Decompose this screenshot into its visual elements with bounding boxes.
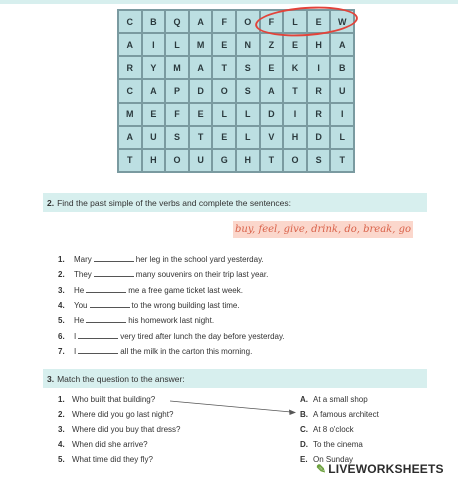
grid-cell: D (307, 126, 331, 149)
sentence-number: 2. (58, 270, 65, 280)
grid-cell: L (236, 103, 260, 126)
grid-cell: E (212, 126, 236, 149)
section-3-title: Match the question to the answer: (57, 373, 185, 384)
grid-cell: C (118, 79, 142, 102)
grid-cell: W (330, 10, 354, 33)
sentence-number: 3. (58, 285, 65, 295)
grid-cell: L (330, 126, 354, 149)
sentence-end: many souvenirs on their trip last year. (135, 270, 269, 280)
grid-cell: U (142, 126, 166, 149)
question-text: What time did they fly? (72, 455, 153, 464)
sentence-start: Mary (74, 255, 92, 264)
grid-cell: H (283, 126, 307, 149)
grid-cell: I (330, 103, 354, 126)
question-text: Who built that building? (72, 395, 156, 404)
grid-cell: S (165, 126, 189, 149)
grid-cell: A (118, 33, 142, 56)
grid-cell: S (307, 149, 331, 172)
grid-cell: T (189, 126, 213, 149)
sentence-number: 4. (58, 300, 65, 310)
grid-cell: H (307, 33, 331, 56)
answer-letter: E. (300, 455, 308, 464)
sentence-start: They (74, 270, 92, 280)
grid-cell: I (283, 103, 307, 126)
grid-cell: U (330, 79, 354, 102)
grid-cell: A (189, 10, 213, 33)
grid-cell: M (118, 103, 142, 126)
question-number: 5. (58, 455, 65, 464)
answer-text: At 8 o'clock (313, 425, 354, 434)
grid-cell: C (118, 10, 142, 33)
grid-cell: E (307, 10, 331, 33)
sentence-start: You (74, 300, 88, 310)
grid-cell: R (307, 103, 331, 126)
grid-cell: O (236, 10, 260, 33)
grid-cell: T (260, 149, 284, 172)
grid-cell: E (260, 56, 284, 79)
question-text: Where did you go last night? (72, 410, 174, 419)
question-number: 4. (58, 440, 65, 449)
question-number: 2. (58, 410, 65, 419)
grid-cell: N (236, 33, 260, 56)
grid-cell: V (260, 126, 284, 149)
grid-cell: B (330, 56, 354, 79)
answer-text: To the cinema (313, 440, 363, 449)
grid-cell: A (189, 56, 213, 79)
sentence-start: He (74, 285, 85, 295)
answer-text: On Sunday (313, 455, 354, 464)
sentence-number: 6. (58, 331, 65, 341)
grid-cell: G (212, 149, 236, 172)
question-number: 1. (58, 395, 65, 404)
grid-cell: A (330, 33, 354, 56)
grid-cell: F (165, 103, 189, 126)
section-3-number: 3. (47, 373, 55, 384)
grid-cell: I (142, 33, 166, 56)
grid-cell: L (236, 126, 260, 149)
section-2-title: Find the past simple of the verbs and complete the sentences: (57, 197, 291, 208)
grid-cell: Y (142, 56, 166, 79)
sentence-start: I (74, 346, 77, 356)
grid-cell: M (165, 56, 189, 79)
answer-letter: B. (300, 410, 308, 419)
grid-cell: O (212, 79, 236, 102)
grid-cell: D (189, 79, 213, 102)
sentence-number: 1. (58, 255, 65, 264)
grid-cell: T (118, 149, 142, 172)
grid-cell: O (165, 149, 189, 172)
grid-cell: E (212, 33, 236, 56)
sentence-end: her leg in the school yard yesterday. (135, 255, 264, 264)
answer-letter: C. (300, 425, 308, 434)
grid-cell: O (283, 149, 307, 172)
grid-cell: E (189, 103, 213, 126)
grid-cell: R (118, 56, 142, 79)
sentence-start: He (74, 316, 85, 326)
grid-cell: L (165, 33, 189, 56)
question-number: 3. (58, 425, 65, 434)
question-text: Where did you buy that dress? (72, 425, 181, 434)
grid-cell: T (330, 149, 354, 172)
grid-cell: T (212, 56, 236, 79)
grid-cell: Z (260, 33, 284, 56)
sentence-end: very tired after lunch the day before yesterday. (120, 331, 285, 341)
grid-cell: H (142, 149, 166, 172)
grid-cell: P (165, 79, 189, 102)
grid-cell: D (260, 103, 284, 126)
grid-cell: E (283, 33, 307, 56)
grid-cell: T (283, 79, 307, 102)
grid-cell: E (142, 103, 166, 126)
grid-cell: K (283, 56, 307, 79)
sentence-end: all the milk in the carton this morning. (120, 346, 253, 356)
sentence-end: to the wrong building last time. (131, 300, 240, 310)
answer-text: A famous architect (313, 410, 379, 419)
grid-cell: F (260, 10, 284, 33)
grid-cell: S (236, 56, 260, 79)
grid-cell: L (212, 103, 236, 126)
grid-cell: B (142, 10, 166, 33)
verb-list-box: buy, feel, give, drink, do, break, go (233, 221, 413, 238)
grid-cell: M (189, 33, 213, 56)
grid-cell: S (236, 79, 260, 102)
logo-text: LIVEWORKSHEETS (328, 462, 444, 476)
grid-cell: R (307, 79, 331, 102)
liveworksheets-logo[interactable] (316, 462, 444, 476)
answer-letter: D. (300, 440, 308, 449)
question-text: When did she arrive? (72, 440, 148, 449)
grid-cell: A (260, 79, 284, 102)
sentence-start: I (74, 331, 77, 341)
sentence-number: 5. (58, 316, 65, 326)
sentence-end: his homework last night. (128, 316, 215, 326)
grid-cell: L (283, 10, 307, 33)
grid-cell: I (307, 56, 331, 79)
answer-letter: A. (300, 395, 308, 404)
grid-cell: Q (165, 10, 189, 33)
sentence-end: me a free game ticket last week. (128, 285, 243, 295)
grid-cell: F (212, 10, 236, 33)
liveworksheets-logo-icon: ✎ (316, 462, 327, 476)
grid-cell: H (236, 149, 260, 172)
section-2-number: 2. (47, 197, 55, 208)
answer-text: At a small shop (313, 395, 368, 404)
grid-cell: A (142, 79, 166, 102)
grid-cell: A (118, 126, 142, 149)
sentence-number: 7. (58, 346, 65, 356)
grid-cell: U (189, 149, 213, 172)
